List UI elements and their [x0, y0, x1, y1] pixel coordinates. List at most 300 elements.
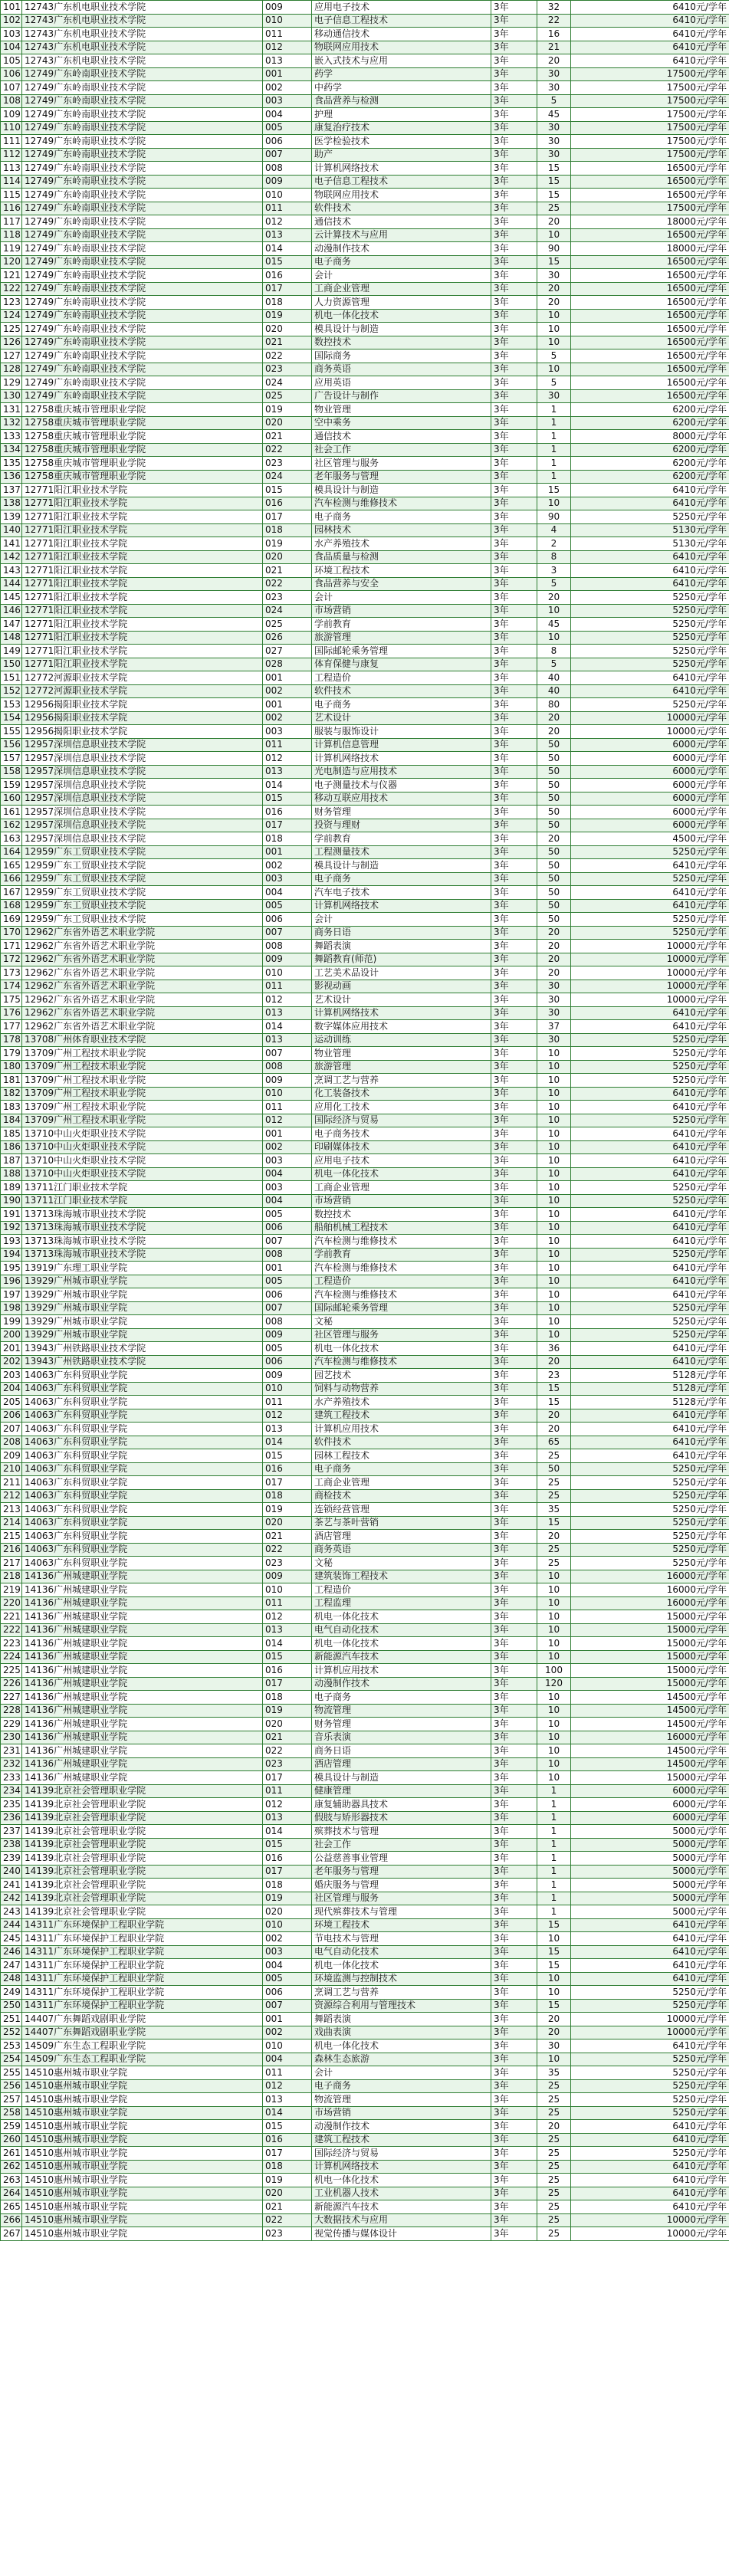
row-index-cell: 245: [1, 1932, 22, 1946]
tuition-cell: 15000元/学年: [571, 1771, 729, 1785]
table-row: [1, 993, 729, 1007]
major-code-cell: 012: [263, 2079, 312, 2093]
duration-cell: 3年: [491, 993, 537, 1007]
row-index-cell: 199: [1, 1315, 22, 1329]
duration-cell: 3年: [491, 309, 537, 323]
major-code-cell: 014: [263, 1825, 312, 1839]
plan-count-cell: 25: [537, 2187, 571, 2200]
major-name-cell: 会计: [312, 2066, 491, 2080]
table-row: [1, 1650, 729, 1664]
major-code-cell: 010: [263, 14, 312, 28]
plan-count-cell: 1: [537, 443, 571, 457]
plan-count-cell: 15: [537, 1516, 571, 1530]
school-cell: 14063广东科贸职业学院: [22, 1476, 263, 1490]
table-row: [1, 296, 729, 310]
school-cell: 12749广东岭南职业技术学院: [22, 228, 263, 242]
duration-cell: 3年: [491, 1704, 537, 1718]
plan-count-cell: 10: [537, 336, 571, 349]
tuition-cell: 6200元/学年: [571, 457, 729, 471]
row-index-cell: 155: [1, 725, 22, 739]
school-cell: 14136广州城建职业学院: [22, 1744, 263, 1758]
school-cell: 14311广东环境保护工程职业学院: [22, 1986, 263, 2000]
duration-cell: 3年: [491, 430, 537, 444]
table-row: [1, 336, 729, 349]
tuition-cell: 6000元/学年: [571, 1784, 729, 1798]
row-index-cell: 238: [1, 1838, 22, 1852]
major-name-cell: 水产养殖技术: [312, 1396, 491, 1409]
major-code-cell: 007: [263, 1999, 312, 2013]
plan-count-cell: 25: [537, 2213, 571, 2227]
major-name-cell: 物流管理: [312, 1704, 491, 1718]
duration-cell: 3年: [491, 443, 537, 457]
major-code-cell: 003: [263, 1181, 312, 1195]
plan-count-cell: 15: [537, 189, 571, 202]
plan-count-cell: 10: [537, 1140, 571, 1154]
table-row: [1, 1959, 729, 1973]
school-cell: 14510惠州城市职业学院: [22, 2120, 263, 2134]
tuition-cell: 10000元/学年: [571, 953, 729, 966]
major-code-cell: 008: [263, 1060, 312, 1074]
plan-count-cell: 10: [537, 1248, 571, 1262]
tuition-cell: 6410元/学年: [571, 899, 729, 913]
table-row: [1, 806, 729, 819]
tuition-cell: 6410元/学年: [571, 1127, 729, 1141]
duration-cell: 3年: [491, 1905, 537, 1919]
duration-cell: 3年: [491, 966, 537, 980]
table-row: [1, 645, 729, 658]
major-name-cell: 通信技术: [312, 430, 491, 444]
duration-cell: 3年: [491, 1757, 537, 1771]
plan-count-cell: 30: [537, 389, 571, 403]
tuition-cell: 5250元/学年: [571, 2079, 729, 2093]
row-index-cell: 123: [1, 296, 22, 310]
tuition-cell: 16500元/学年: [571, 175, 729, 189]
duration-cell: 3年: [491, 1718, 537, 1731]
duration-cell: 3年: [491, 1650, 537, 1664]
major-name-cell: 戏曲表演: [312, 2026, 491, 2039]
school-cell: 12749广东岭南职业技术学院: [22, 296, 263, 310]
row-index-cell: 191: [1, 1208, 22, 1222]
row-index-cell: 121: [1, 269, 22, 283]
major-code-cell: 018: [263, 2160, 312, 2174]
plan-count-cell: 1: [537, 1798, 571, 1812]
tuition-cell: 15000元/学年: [571, 1637, 729, 1651]
table-row: [1, 2213, 729, 2227]
plan-count-cell: 35: [537, 2066, 571, 2080]
duration-cell: 3年: [491, 2187, 537, 2200]
major-code-cell: 001: [263, 2013, 312, 2026]
row-index-cell: 132: [1, 416, 22, 430]
major-name-cell: 人力资源管理: [312, 296, 491, 310]
row-index-cell: 151: [1, 671, 22, 685]
duration-cell: 3年: [491, 765, 537, 779]
row-index-cell: 193: [1, 1235, 22, 1249]
table-row: [1, 2187, 729, 2200]
school-cell: 12771阳江职业技术学院: [22, 523, 263, 537]
major-code-cell: 015: [263, 792, 312, 806]
major-code-cell: 005: [263, 899, 312, 913]
plan-count-cell: 25: [537, 1476, 571, 1490]
tuition-cell: 6000元/学年: [571, 738, 729, 752]
major-code-cell: 001: [263, 67, 312, 81]
table-row: [1, 162, 729, 176]
tuition-cell: 16500元/学年: [571, 363, 729, 376]
duration-cell: 3年: [491, 2106, 537, 2120]
major-name-cell: 电子商务: [312, 1691, 491, 1705]
row-index-cell: 145: [1, 591, 22, 605]
school-cell: 12957深圳信息职业技术学院: [22, 792, 263, 806]
major-code-cell: 002: [263, 711, 312, 725]
major-name-cell: 康复治疗技术: [312, 121, 491, 135]
major-code-cell: 013: [263, 1006, 312, 1020]
school-cell: 13929广州城市职业学院: [22, 1275, 263, 1288]
plan-count-cell: 10: [537, 1650, 571, 1664]
table-row: [1, 215, 729, 229]
plan-count-cell: 30: [537, 135, 571, 149]
duration-cell: 3年: [491, 1959, 537, 1973]
table-row: [1, 1423, 729, 1436]
plan-count-cell: 50: [537, 899, 571, 913]
duration-cell: 3年: [491, 1784, 537, 1798]
major-name-cell: 环境工程技术: [312, 1918, 491, 1932]
plan-count-cell: 10: [537, 1771, 571, 1785]
duration-cell: 3年: [491, 684, 537, 698]
school-cell: 14136广州城建职业学院: [22, 1610, 263, 1624]
duration-cell: 3年: [491, 1596, 537, 1610]
tuition-cell: 17500元/学年: [571, 135, 729, 149]
major-name-cell: 假肢与矫形器技术: [312, 1811, 491, 1825]
major-name-cell: 电气自动化技术: [312, 1623, 491, 1637]
duration-cell: 3年: [491, 872, 537, 886]
school-cell: 14063广东科贸职业学院: [22, 1423, 263, 1436]
tuition-cell: 6410元/学年: [571, 577, 729, 591]
table-row: [1, 980, 729, 993]
duration-cell: 3年: [491, 175, 537, 189]
row-index-cell: 224: [1, 1650, 22, 1664]
plan-count-cell: 10: [537, 1610, 571, 1624]
duration-cell: 3年: [491, 1462, 537, 1476]
duration-cell: 3年: [491, 1543, 537, 1557]
duration-cell: 3年: [491, 2026, 537, 2039]
table-row: [1, 1865, 729, 1879]
school-cell: 12959广东工贸职业技术学院: [22, 899, 263, 913]
school-cell: 13943广州铁路职业技术学院: [22, 1342, 263, 1356]
tuition-cell: 15000元/学年: [571, 1677, 729, 1691]
row-index-cell: 169: [1, 913, 22, 927]
plan-count-cell: 10: [537, 1315, 571, 1329]
major-name-cell: 机电一体化技术: [312, 1637, 491, 1651]
tuition-cell: 17500元/学年: [571, 108, 729, 122]
school-cell: 14510惠州城市职业学院: [22, 2227, 263, 2241]
table-row: [1, 913, 729, 927]
major-name-cell: 烹调工艺与营养: [312, 1986, 491, 2000]
plan-count-cell: 30: [537, 148, 571, 162]
plan-count-cell: 65: [537, 1436, 571, 1449]
row-index-cell: 246: [1, 1945, 22, 1959]
major-name-cell: 康复辅助器具技术: [312, 1798, 491, 1812]
major-name-cell: 汽车检测与维修技术: [312, 1235, 491, 1249]
major-name-cell: 护理: [312, 108, 491, 122]
row-index-cell: 220: [1, 1596, 22, 1610]
school-cell: 12957深圳信息职业技术学院: [22, 819, 263, 832]
row-index-cell: 219: [1, 1583, 22, 1597]
row-index-cell: 198: [1, 1301, 22, 1315]
row-index-cell: 119: [1, 242, 22, 256]
row-index-cell: 257: [1, 2093, 22, 2107]
row-index-cell: 227: [1, 1691, 22, 1705]
major-code-cell: 003: [263, 1945, 312, 1959]
major-code-cell: 009: [263, 1074, 312, 1088]
duration-cell: 3年: [491, 1033, 537, 1047]
school-cell: 12749广东岭南职业技术学院: [22, 202, 263, 215]
major-name-cell: 食品质量与检测: [312, 550, 491, 564]
plan-count-cell: 10: [537, 1154, 571, 1168]
plan-count-cell: 25: [537, 2093, 571, 2107]
school-cell: 12743广东机电职业技术学院: [22, 54, 263, 68]
major-code-cell: 004: [263, 2053, 312, 2066]
major-name-cell: 国际经济与贸易: [312, 1114, 491, 1127]
table-row: [1, 2147, 729, 2161]
duration-cell: 3年: [491, 1382, 537, 1396]
duration-cell: 3年: [491, 2147, 537, 2161]
row-index-cell: 184: [1, 1114, 22, 1127]
plan-count-cell: 10: [537, 497, 571, 510]
major-code-cell: 021: [263, 1731, 312, 1744]
row-index-cell: 147: [1, 618, 22, 632]
school-cell: 12749广东岭南职业技术学院: [22, 242, 263, 256]
table-row: [1, 684, 729, 698]
major-name-cell: 机电一体化技术: [312, 1167, 491, 1181]
duration-cell: 3年: [491, 2133, 537, 2147]
table-row: [1, 2093, 729, 2107]
school-cell: 12957深圳信息职业技术学院: [22, 806, 263, 819]
school-cell: 12758重庆城市管理职业学院: [22, 470, 263, 484]
school-cell: 12957深圳信息职业技术学院: [22, 752, 263, 766]
major-name-cell: 老年服务与管理: [312, 470, 491, 484]
plan-count-cell: 90: [537, 510, 571, 524]
plan-count-cell: 10: [537, 323, 571, 336]
major-name-cell: 应用电子技术: [312, 1, 491, 15]
plan-count-cell: 20: [537, 2026, 571, 2039]
duration-cell: 3年: [491, 1181, 537, 1195]
school-cell: 12743广东机电职业技术学院: [22, 28, 263, 41]
school-cell: 12749广东岭南职业技术学院: [22, 336, 263, 349]
duration-cell: 3年: [491, 416, 537, 430]
row-index-cell: 143: [1, 564, 22, 578]
plan-count-cell: 5: [537, 577, 571, 591]
table-row: [1, 886, 729, 900]
major-code-cell: 005: [263, 1972, 312, 1986]
table-row: [1, 1382, 729, 1396]
row-index-cell: 167: [1, 886, 22, 900]
major-code-cell: 023: [263, 457, 312, 471]
tuition-cell: 6410元/学年: [571, 1006, 729, 1020]
duration-cell: 3年: [491, 671, 537, 685]
plan-count-cell: 30: [537, 67, 571, 81]
duration-cell: 3年: [491, 1476, 537, 1490]
plan-count-cell: 20: [537, 832, 571, 846]
tuition-cell: 6410元/学年: [571, 28, 729, 41]
major-name-cell: 建筑工程技术: [312, 2133, 491, 2147]
tuition-cell: 5128元/学年: [571, 1369, 729, 1383]
major-name-cell: 电子商务: [312, 872, 491, 886]
major-name-cell: 移动互联应用技术: [312, 792, 491, 806]
tuition-cell: 6410元/学年: [571, 1449, 729, 1463]
tuition-cell: 5250元/学年: [571, 872, 729, 886]
row-index-cell: 112: [1, 148, 22, 162]
major-code-cell: 017: [263, 1865, 312, 1879]
major-code-cell: 012: [263, 215, 312, 229]
major-name-cell: 电子信息工程技术: [312, 14, 491, 28]
duration-cell: 3年: [491, 1583, 537, 1597]
tuition-cell: 5250元/学年: [571, 1315, 729, 1329]
major-code-cell: 021: [263, 1530, 312, 1544]
table-row: [1, 899, 729, 913]
plan-count-cell: 20: [537, 2120, 571, 2134]
major-code-cell: 023: [263, 363, 312, 376]
major-code-cell: 017: [263, 282, 312, 296]
table-row: [1, 1918, 729, 1932]
table-row: [1, 2053, 729, 2066]
major-name-cell: 建筑装饰工程技术: [312, 1570, 491, 1583]
table-row: [1, 1248, 729, 1262]
table-row: [1, 242, 729, 256]
tuition-cell: 16500元/学年: [571, 323, 729, 336]
plan-count-cell: 45: [537, 108, 571, 122]
row-index-cell: 202: [1, 1355, 22, 1369]
major-code-cell: 014: [263, 2106, 312, 2120]
school-cell: 12743广东机电职业技术学院: [22, 1, 263, 15]
major-code-cell: 019: [263, 2174, 312, 2187]
major-name-cell: 会计: [312, 913, 491, 927]
duration-cell: 3年: [491, 1623, 537, 1637]
school-cell: 14509广东生态工程职业学院: [22, 2039, 263, 2053]
plan-count-cell: 20: [537, 953, 571, 966]
tuition-cell: 5250元/学年: [571, 698, 729, 712]
school-cell: 14063广东科贸职业学院: [22, 1449, 263, 1463]
duration-cell: 3年: [491, 1530, 537, 1544]
plan-count-cell: 40: [537, 671, 571, 685]
table-row: [1, 1476, 729, 1490]
school-cell: 12749广东岭南职业技术学院: [22, 323, 263, 336]
tuition-cell: 5000元/学年: [571, 1905, 729, 1919]
major-name-cell: 公益慈善事业管理: [312, 1852, 491, 1866]
plan-count-cell: 15: [537, 1382, 571, 1396]
major-code-cell: 015: [263, 1449, 312, 1463]
row-index-cell: 229: [1, 1718, 22, 1731]
row-index-cell: 264: [1, 2187, 22, 2200]
tuition-cell: 5250元/学年: [571, 1530, 729, 1544]
duration-cell: 3年: [491, 54, 537, 68]
tuition-cell: 6410元/学年: [571, 1140, 729, 1154]
major-name-cell: 软件技术: [312, 684, 491, 698]
tuition-cell: 6200元/学年: [571, 403, 729, 417]
plan-count-cell: 1: [537, 1865, 571, 1879]
duration-cell: 3年: [491, 323, 537, 336]
major-name-cell: 工程造价: [312, 1275, 491, 1288]
school-cell: 14136广州城建职业学院: [22, 1757, 263, 1771]
table-row: [1, 671, 729, 685]
plan-count-cell: 5: [537, 376, 571, 390]
duration-cell: 3年: [491, 14, 537, 28]
tuition-cell: 6000元/学年: [571, 819, 729, 832]
major-name-cell: 药学: [312, 67, 491, 81]
major-code-cell: 011: [263, 1596, 312, 1610]
major-name-cell: 视觉传播与媒体设计: [312, 2227, 491, 2241]
tuition-cell: 6410元/学年: [571, 1208, 729, 1222]
school-cell: 12758重庆城市管理职业学院: [22, 457, 263, 471]
tuition-cell: 10000元/学年: [571, 980, 729, 993]
tuition-cell: 6000元/学年: [571, 806, 729, 819]
row-index-cell: 190: [1, 1194, 22, 1208]
duration-cell: 3年: [491, 1637, 537, 1651]
major-name-cell: 国际邮轮乘务管理: [312, 1301, 491, 1315]
major-name-cell: 数字媒体应用技术: [312, 1020, 491, 1034]
tuition-cell: 6410元/学年: [571, 1355, 729, 1369]
school-cell: 12749广东岭南职业技术学院: [22, 189, 263, 202]
school-cell: 14139北京社会管理职业学院: [22, 1879, 263, 1892]
duration-cell: 3年: [491, 1423, 537, 1436]
duration-cell: 3年: [491, 1879, 537, 1892]
row-index-cell: 113: [1, 162, 22, 176]
plan-count-cell: 10: [537, 1288, 571, 1302]
major-name-cell: 物联网应用技术: [312, 189, 491, 202]
duration-cell: 3年: [491, 738, 537, 752]
plan-count-cell: 15: [537, 175, 571, 189]
table-row: [1, 94, 729, 108]
school-cell: 13709广州工程技术职业学院: [22, 1047, 263, 1061]
school-cell: 13711江门职业技术学院: [22, 1181, 263, 1195]
duration-cell: 3年: [491, 1275, 537, 1288]
row-index-cell: 185: [1, 1127, 22, 1141]
tuition-cell: 14500元/学年: [571, 1704, 729, 1718]
major-code-cell: 002: [263, 1140, 312, 1154]
major-code-cell: 005: [263, 121, 312, 135]
tuition-cell: 6000元/学年: [571, 1798, 729, 1812]
duration-cell: 3年: [491, 484, 537, 497]
row-index-cell: 146: [1, 604, 22, 618]
plan-count-cell: 25: [537, 1489, 571, 1503]
school-cell: 13713珠海城市职业技术学院: [22, 1221, 263, 1235]
school-cell: 14136广州城建职业学院: [22, 1650, 263, 1664]
major-code-cell: 025: [263, 618, 312, 632]
school-cell: 14136广州城建职业学院: [22, 1570, 263, 1583]
major-code-cell: 023: [263, 1557, 312, 1570]
table-row: [1, 872, 729, 886]
major-code-cell: 008: [263, 1248, 312, 1262]
duration-cell: 3年: [491, 1020, 537, 1034]
school-cell: 14063广东科贸职业学院: [22, 1543, 263, 1557]
plan-count-cell: 10: [537, 1637, 571, 1651]
table-row: [1, 363, 729, 376]
duration-cell: 3年: [491, 577, 537, 591]
major-name-cell: 空中乘务: [312, 416, 491, 430]
major-code-cell: 023: [263, 2227, 312, 2241]
table-row: [1, 389, 729, 403]
major-code-cell: 016: [263, 806, 312, 819]
row-index-cell: 252: [1, 2026, 22, 2039]
row-index-cell: 180: [1, 1060, 22, 1074]
duration-cell: 3年: [491, 645, 537, 658]
table-row: [1, 2013, 729, 2026]
major-name-cell: 汽车检测与维修技术: [312, 1288, 491, 1302]
major-name-cell: 舞蹈表演: [312, 940, 491, 953]
duration-cell: 3年: [491, 1945, 537, 1959]
major-code-cell: 019: [263, 1892, 312, 1905]
major-name-cell: 电子商务: [312, 1462, 491, 1476]
plan-count-cell: 10: [537, 1074, 571, 1088]
school-cell: 12771阳江职业技术学院: [22, 510, 263, 524]
